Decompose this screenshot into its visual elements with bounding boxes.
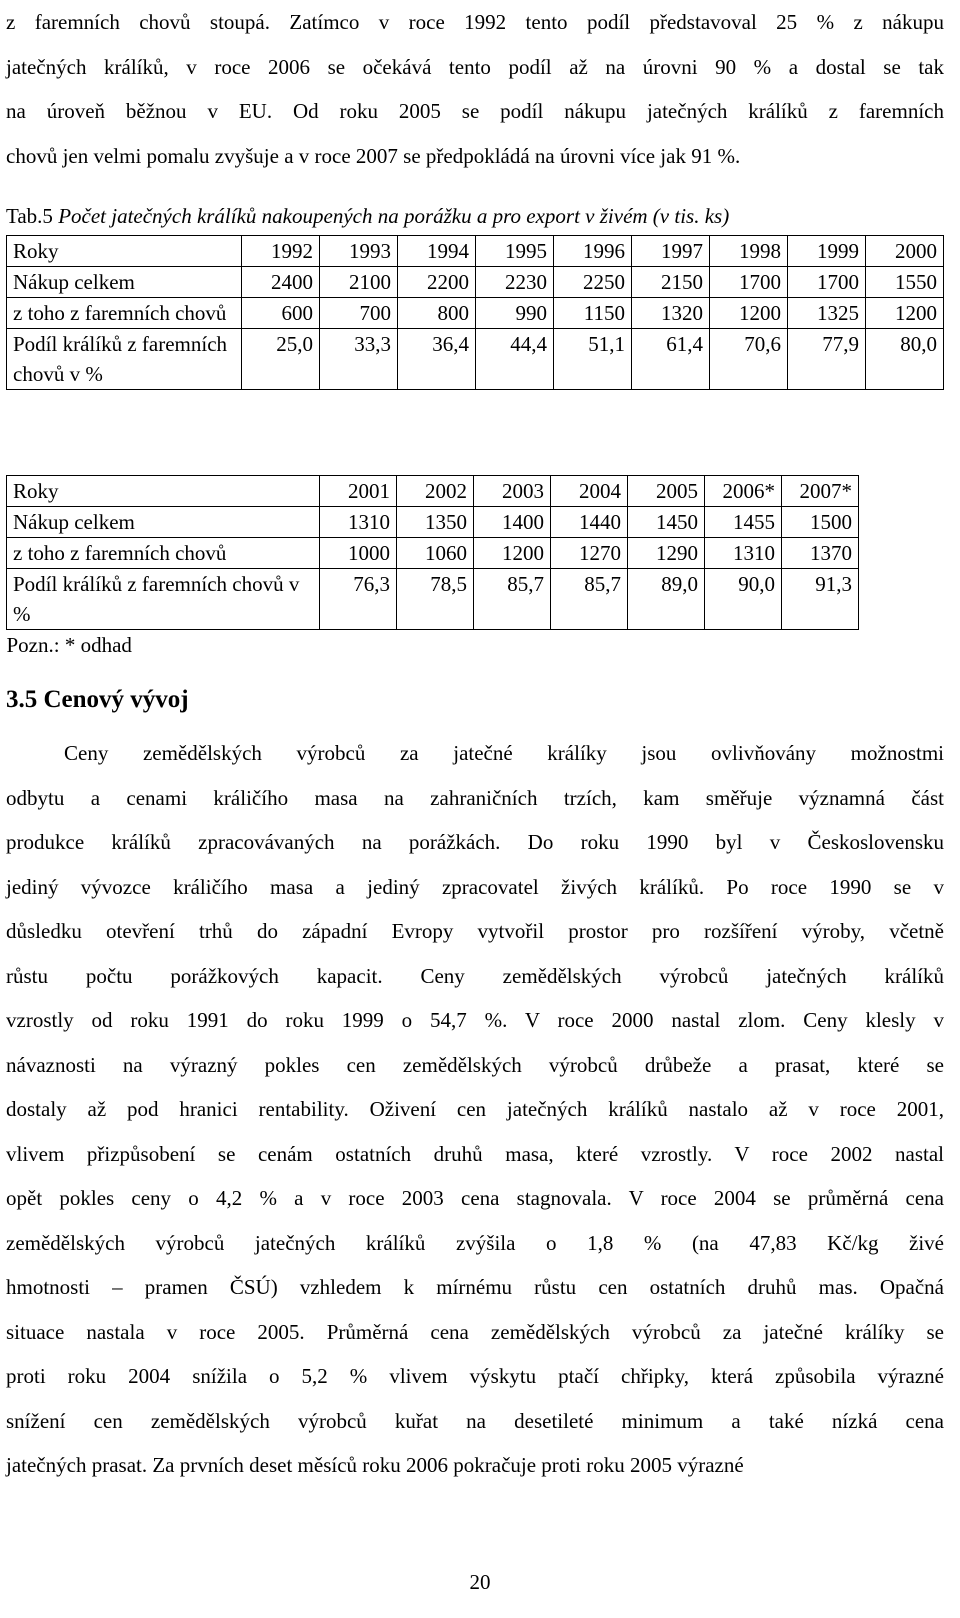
text-line: růstu počtu porážkových kapacit. Ceny zemědělských výrobců jatečných králíků xyxy=(6,963,944,988)
table-cell: 2005 xyxy=(628,476,705,507)
table-cell: 1995 xyxy=(476,236,554,267)
table-cell: 1400 xyxy=(474,507,551,538)
text-line: vlivem přizpůsobení se cenám ostatních druhů masa, které vzrostly. V roce 2002 nastal xyxy=(6,1141,944,1166)
table-cell: 61,4 xyxy=(632,329,710,390)
text-line: jatečných prasat. Za prvních deset měsíců roku 2006 pokračuje proti roku 2005 výrazné xyxy=(6,1453,744,1477)
text-line: opět pokles ceny o 4,2 % a v roce 2003 cena stagnovala. V roce 2004 se průměrná cena xyxy=(6,1186,944,1210)
text-line: snížení cen zemědělských výrobců kuřat na desetileté minimum a také nízká cena xyxy=(6,1408,944,1433)
table-row xyxy=(7,298,944,329)
table-cell: 1700 xyxy=(788,267,866,298)
table-cell: 2150 xyxy=(632,267,710,298)
table-cell: 1996 xyxy=(554,236,632,267)
table-cell: 700 xyxy=(320,298,398,329)
table-cell: 1200 xyxy=(474,538,551,569)
table-row xyxy=(7,329,944,390)
rabbit-purchase-table-1992-2000 xyxy=(6,235,944,390)
page-number: 20 xyxy=(469,1570,491,1594)
table-cell: 2250 xyxy=(554,267,632,298)
text-line: proti roku 2004 snížila o 5,2 % vlivem výskytu ptačí chřipky, která způsobila výrazné xyxy=(6,1364,944,1388)
table-cell: 1200 xyxy=(710,298,788,329)
table-cell: 2004 xyxy=(551,476,628,507)
table-cell: 1993 xyxy=(320,236,398,267)
table-cell: 78,5 xyxy=(397,569,474,630)
row-label: Roky xyxy=(7,476,320,507)
note-row xyxy=(7,630,859,661)
table-cell: 1290 xyxy=(628,538,705,569)
table-cell: 85,7 xyxy=(551,569,628,630)
row-label: z toho z faremních chovů xyxy=(7,538,320,569)
text-line: odbytu a cenami králičího masa na zahraničních trzích, kam směřuje významná část xyxy=(6,785,944,810)
table-cell: 85,7 xyxy=(474,569,551,630)
table-cell: 1325 xyxy=(788,298,866,329)
table-cell: 2100 xyxy=(320,267,398,298)
text-line: hmotnosti – pramen ČSÚ) vzhledem k mírnému růstu cen ostatních druhů mas. Opačná xyxy=(6,1275,944,1299)
row-label: Nákup celkem xyxy=(7,267,242,298)
table-row xyxy=(7,236,944,267)
table-cell: 2000 xyxy=(866,236,944,267)
table-cell: 1440 xyxy=(551,507,628,538)
table-cell: 76,3 xyxy=(320,569,397,630)
table-cell: 800 xyxy=(398,298,476,329)
text-line: Ceny zemědělských výrobců za jatečné králíky jsou ovlivňovány možnostmi xyxy=(64,741,944,765)
table-cell: 600 xyxy=(242,298,320,329)
table-cell: 1350 xyxy=(397,507,474,538)
row-label: Podíl králíků z faremních chovů v % xyxy=(7,569,320,630)
table-cell: 33,3 xyxy=(320,329,398,390)
table-cell: 1998 xyxy=(710,236,788,267)
table-row xyxy=(7,538,859,569)
table-cell: 2007* xyxy=(782,476,859,507)
body-paragraph xyxy=(6,731,944,1488)
table-cell: 1992 xyxy=(242,236,320,267)
caption-label: Tab.5 xyxy=(6,204,53,228)
text-line: jediný vývozce králičího masa a jediný zpracovatel živých králíků. Po roce 1990 se v xyxy=(6,874,944,899)
table-row xyxy=(7,267,944,298)
text-line: důsledku otevření trhů do západní Evropy vytvořil prostor pro rozšíření výroby, včetně xyxy=(6,919,944,943)
table-cell: 1455 xyxy=(705,507,782,538)
row-label: Podíl králíků z faremních chovů v % xyxy=(7,329,242,390)
table-cell: 77,9 xyxy=(788,329,866,390)
table-cell: 1997 xyxy=(632,236,710,267)
text-line: vzrostly od roku 1991 do roku 1999 o 54,7 %. V roce 2000 nastal zlom. Ceny klesly v xyxy=(6,1008,944,1032)
table-cell: 44,4 xyxy=(476,329,554,390)
table-cell: 2230 xyxy=(476,267,554,298)
table-cell: 1310 xyxy=(320,507,397,538)
row-label: Nákup celkem xyxy=(7,507,320,538)
text-line: na úroveň běžnou v EU. Od roku 2005 se podíl nákupu jatečných králíků z faremních xyxy=(6,99,944,123)
text-line: situace nastala v roce 2005. Průměrná cena zemědělských výrobců za jatečné králíky se xyxy=(6,1319,944,1344)
table-cell: 2003 xyxy=(474,476,551,507)
table-cell: 51,1 xyxy=(554,329,632,390)
row-label: Roky xyxy=(7,236,242,267)
table-cell: 1994 xyxy=(398,236,476,267)
intro-paragraph xyxy=(6,0,944,178)
table-cell: 2400 xyxy=(242,267,320,298)
table-cell: 1320 xyxy=(632,298,710,329)
table-cell: 990 xyxy=(476,298,554,329)
table-cell: 2002 xyxy=(397,476,474,507)
table-row xyxy=(7,569,859,630)
table-note: Pozn.: * odhad xyxy=(6,633,132,657)
table-cell: 1700 xyxy=(710,267,788,298)
table-cell: 70,6 xyxy=(710,329,788,390)
rabbit-purchase-table-2001-2007 xyxy=(6,475,859,660)
table-cell: 1999 xyxy=(788,236,866,267)
text-line: jatečných králíků, v roce 2006 se očekává tento podíl až na úrovni 90 % a dostal se tak xyxy=(6,54,944,79)
table-cell: 2200 xyxy=(398,267,476,298)
table-cell: 91,3 xyxy=(782,569,859,630)
table-cell: 1200 xyxy=(866,298,944,329)
table-cell: 2006* xyxy=(705,476,782,507)
table-cell: 2001 xyxy=(320,476,397,507)
table-cell: 1150 xyxy=(554,298,632,329)
text-line: návaznosti na výrazný pokles cen zemědělských výrobců drůbeže a prasat, které se xyxy=(6,1052,944,1077)
table-cell: 1370 xyxy=(782,538,859,569)
table-cell: 25,0 xyxy=(242,329,320,390)
table-cell: 90,0 xyxy=(705,569,782,630)
text-line: produkce králíků zpracovávaných na porážkách. Do roku 1990 byl v Československu xyxy=(6,830,944,854)
section-heading: 3.5 Cenový vývoj xyxy=(6,686,189,713)
table-cell: 1550 xyxy=(866,267,944,298)
table-cell: 1000 xyxy=(320,538,397,569)
table-cell: 89,0 xyxy=(628,569,705,630)
text-line: chovů jen velmi pomalu zvyšuje a v roce 2007 se předpokládá na úrovni více jak 91 %. xyxy=(6,143,741,168)
table-cell: 1060 xyxy=(397,538,474,569)
table-cell: 80,0 xyxy=(866,329,944,390)
text-line: z faremních chovů stoupá. Zatímco v roce 1992 tento podíl představoval 25 % z nákupu xyxy=(6,10,944,34)
text-line: dostaly až pod hranici rentability. Oživení cen jatečných králíků nastalo až v roce 2001, xyxy=(6,1097,944,1121)
table-cell: 1500 xyxy=(782,507,859,538)
table-cell: 36,4 xyxy=(398,329,476,390)
text-line: zemědělských výrobců jatečných králíků zvýšila o 1,8 % (na 47,83 Kč/kg živé xyxy=(6,1230,944,1255)
table-cell: 1310 xyxy=(705,538,782,569)
table-caption xyxy=(6,204,729,229)
caption-text: Počet jatečných králíků nakoupených na porážku a pro export v živém (v tis. ks) xyxy=(52,204,730,228)
row-label: z toho z faremních chovů xyxy=(7,298,242,329)
table-row xyxy=(7,476,859,507)
table-cell: 1270 xyxy=(551,538,628,569)
table-cell: 1450 xyxy=(628,507,705,538)
table-row xyxy=(7,507,859,538)
